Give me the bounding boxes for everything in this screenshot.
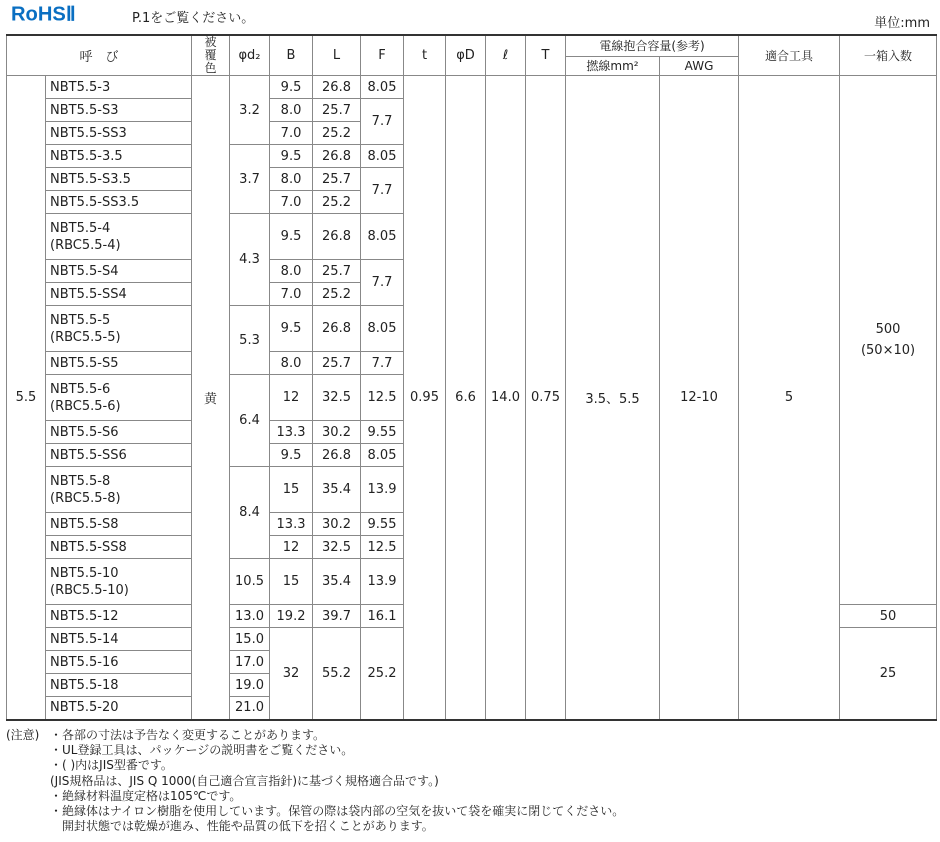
d2-cell: 17.0 bbox=[230, 651, 270, 674]
f-cell: 7.7 bbox=[361, 168, 404, 214]
f-cell: 25.2 bbox=[361, 628, 404, 720]
d2-cell: 3.7 bbox=[230, 145, 270, 214]
part-name: NBT5.5-14 bbox=[46, 628, 192, 651]
d2-cell: 19.0 bbox=[230, 674, 270, 697]
notes-section bbox=[6, 728, 926, 834]
b-cell: 13.3 bbox=[270, 421, 313, 444]
b-cell: 8.0 bbox=[270, 99, 313, 122]
qty-cell: 25 bbox=[840, 628, 937, 720]
l-cell: 25.7 bbox=[313, 352, 361, 375]
part-name: NBT5.5-SS6 bbox=[46, 444, 192, 467]
header-l: L bbox=[313, 35, 361, 76]
awg-cell: 12-10 bbox=[660, 76, 739, 720]
part-name: NBT5.5-SS8 bbox=[46, 536, 192, 559]
f-cell: 13.9 bbox=[361, 559, 404, 605]
notes-list bbox=[6, 728, 926, 834]
l-cell: 25.2 bbox=[313, 191, 361, 214]
l-cell: 25.7 bbox=[313, 168, 361, 191]
top-bar bbox=[0, 0, 940, 34]
tt-cell: 0.75 bbox=[526, 76, 566, 720]
part-name: NBT5.5-16 bbox=[46, 651, 192, 674]
l-cell: 35.4 bbox=[313, 559, 361, 605]
part-name: NBT5.5-S4 bbox=[46, 260, 192, 283]
header-capacity: 電線抱合容量(参考) bbox=[566, 35, 739, 56]
l-cell: 25.7 bbox=[313, 260, 361, 283]
f-cell: 7.7 bbox=[361, 260, 404, 306]
part-name: NBT5.5-6 (RBC5.5-6) bbox=[46, 375, 192, 421]
header-awg: AWG bbox=[660, 56, 739, 75]
note-item: ・絶縁材料温度定格は105℃です。 bbox=[50, 788, 242, 803]
header-name: 呼 び bbox=[7, 35, 192, 76]
header-color: 被覆色 bbox=[192, 35, 230, 76]
part-name: NBT5.5-18 bbox=[46, 674, 192, 697]
b-cell: 9.5 bbox=[270, 145, 313, 168]
t-cell: 0.95 bbox=[404, 76, 446, 720]
b-cell: 8.0 bbox=[270, 352, 313, 375]
size-cell: 5.5 bbox=[7, 76, 46, 720]
l-cell: 26.8 bbox=[313, 306, 361, 352]
note-item: ・( )内はJIS型番です。 bbox=[50, 758, 173, 773]
f-cell: 8.05 bbox=[361, 306, 404, 352]
b-cell: 12 bbox=[270, 375, 313, 421]
note-item: (JIS規格品は、JIS Q 1000(自己適合宣言指針)に基づく規格適合品です。) bbox=[50, 773, 439, 788]
d2-cell: 10.5 bbox=[230, 559, 270, 605]
l-cell: 26.8 bbox=[313, 76, 361, 99]
part-name: NBT5.5-4 (RBC5.5-4) bbox=[46, 214, 192, 260]
part-name: NBT5.5-S3 bbox=[46, 99, 192, 122]
b-cell: 13.3 bbox=[270, 513, 313, 536]
b-cell: 9.5 bbox=[270, 76, 313, 99]
header-t: t bbox=[404, 35, 446, 76]
note-item: ・各部の寸法は予告なく変更することがあります。 bbox=[50, 728, 326, 742]
b-cell: 8.0 bbox=[270, 260, 313, 283]
part-name: NBT5.5-SS4 bbox=[46, 283, 192, 306]
header-strand: 撚線mm² bbox=[566, 56, 660, 75]
header-f: F bbox=[361, 35, 404, 76]
l-cell: 25.2 bbox=[313, 283, 361, 306]
f-cell: 7.7 bbox=[361, 99, 404, 145]
f-cell: 12.5 bbox=[361, 375, 404, 421]
part-name: NBT5.5-12 bbox=[46, 605, 192, 628]
b-cell: 15 bbox=[270, 559, 313, 605]
part-name: NBT5.5-5 (RBC5.5-5) bbox=[46, 306, 192, 352]
strand-cell: 3.5、5.5 bbox=[566, 76, 660, 720]
part-name: NBT5.5-SS3.5 bbox=[46, 191, 192, 214]
header-tt: T bbox=[526, 35, 566, 76]
rohs-logo bbox=[6, 2, 126, 24]
part-name: NBT5.5-20 bbox=[46, 697, 192, 720]
part-name: NBT5.5-S6 bbox=[46, 421, 192, 444]
b-cell: 7.0 bbox=[270, 191, 313, 214]
f-cell: 13.9 bbox=[361, 467, 404, 513]
f-cell: 16.1 bbox=[361, 605, 404, 628]
notes-label: (注意) bbox=[6, 728, 40, 742]
f-cell: 9.55 bbox=[361, 513, 404, 536]
unit-label: 単位:mm bbox=[874, 16, 930, 31]
b-cell: 15 bbox=[270, 467, 313, 513]
f-cell: 8.05 bbox=[361, 76, 404, 99]
part-name: NBT5.5-10 (RBC5.5-10) bbox=[46, 559, 192, 605]
header-ell: ℓ bbox=[486, 35, 526, 76]
d2-cell: 5.3 bbox=[230, 306, 270, 375]
ell-cell: 14.0 bbox=[486, 76, 526, 720]
d2-cell: 13.0 bbox=[230, 605, 270, 628]
l-cell: 32.5 bbox=[313, 536, 361, 559]
l-cell: 26.8 bbox=[313, 444, 361, 467]
l-cell: 32.5 bbox=[313, 375, 361, 421]
tool-cell: 5 bbox=[739, 76, 840, 720]
d2-cell: 8.4 bbox=[230, 467, 270, 559]
b-cell: 9.5 bbox=[270, 306, 313, 352]
svg-text:RoHSⅡ: RoHSⅡ bbox=[11, 3, 76, 24]
note-item: ・UL登録工具は、パッケージの説明書をご覧ください。 bbox=[50, 743, 354, 758]
f-cell: 8.05 bbox=[361, 444, 404, 467]
part-name: NBT5.5-8 (RBC5.5-8) bbox=[46, 467, 192, 513]
header-qty: 一箱入数 bbox=[840, 35, 937, 76]
header-d2: φd₂ bbox=[230, 35, 270, 76]
f-cell: 8.05 bbox=[361, 214, 404, 260]
l-cell: 30.2 bbox=[313, 421, 361, 444]
part-name: NBT5.5-3.5 bbox=[46, 145, 192, 168]
spec-table bbox=[6, 34, 937, 721]
b-cell: 7.0 bbox=[270, 283, 313, 306]
f-cell: 7.7 bbox=[361, 352, 404, 375]
header-d: φD bbox=[446, 35, 486, 76]
part-name: NBT5.5-3 bbox=[46, 76, 192, 99]
color-cell: 黄 bbox=[192, 76, 230, 720]
d2-cell: 21.0 bbox=[230, 697, 270, 720]
l-cell: 55.2 bbox=[313, 628, 361, 720]
f-cell: 8.05 bbox=[361, 145, 404, 168]
part-name: NBT5.5-SS3 bbox=[46, 122, 192, 145]
header-tool: 適合工具 bbox=[739, 35, 840, 76]
l-cell: 35.4 bbox=[313, 467, 361, 513]
l-cell: 26.8 bbox=[313, 145, 361, 168]
reference-note: P.1をご覧ください。 bbox=[132, 11, 255, 26]
f-cell: 9.55 bbox=[361, 421, 404, 444]
d2-cell: 15.0 bbox=[230, 628, 270, 651]
note-item: 開封状態では乾燥が進み、性能や品質の低下を招くことがあります。 bbox=[50, 819, 434, 834]
note-item: ・絶縁体はナイロン樹脂を使用しています。保管の際は袋内部の空気を抜いて袋を確実に閉じてください。 bbox=[50, 804, 625, 819]
l-cell: 26.8 bbox=[313, 214, 361, 260]
b-cell: 32 bbox=[270, 628, 313, 720]
l-cell: 25.2 bbox=[313, 122, 361, 145]
b-cell: 7.0 bbox=[270, 122, 313, 145]
l-cell: 25.7 bbox=[313, 99, 361, 122]
l-cell: 30.2 bbox=[313, 513, 361, 536]
qty-cell: 50 bbox=[840, 605, 937, 628]
d2-cell: 6.4 bbox=[230, 375, 270, 467]
b-cell: 9.5 bbox=[270, 444, 313, 467]
d2-cell: 4.3 bbox=[230, 214, 270, 306]
part-name: NBT5.5-S8 bbox=[46, 513, 192, 536]
part-name: NBT5.5-S5 bbox=[46, 352, 192, 375]
part-name: NBT5.5-S3.5 bbox=[46, 168, 192, 191]
b-cell: 12 bbox=[270, 536, 313, 559]
qty-cell: 500 (50×10) bbox=[840, 76, 937, 605]
b-cell: 9.5 bbox=[270, 214, 313, 260]
l-cell: 39.7 bbox=[313, 605, 361, 628]
d2-cell: 3.2 bbox=[230, 76, 270, 145]
b-cell: 19.2 bbox=[270, 605, 313, 628]
d-cell: 6.6 bbox=[446, 76, 486, 720]
header-b: B bbox=[270, 35, 313, 76]
b-cell: 8.0 bbox=[270, 168, 313, 191]
f-cell: 12.5 bbox=[361, 536, 404, 559]
